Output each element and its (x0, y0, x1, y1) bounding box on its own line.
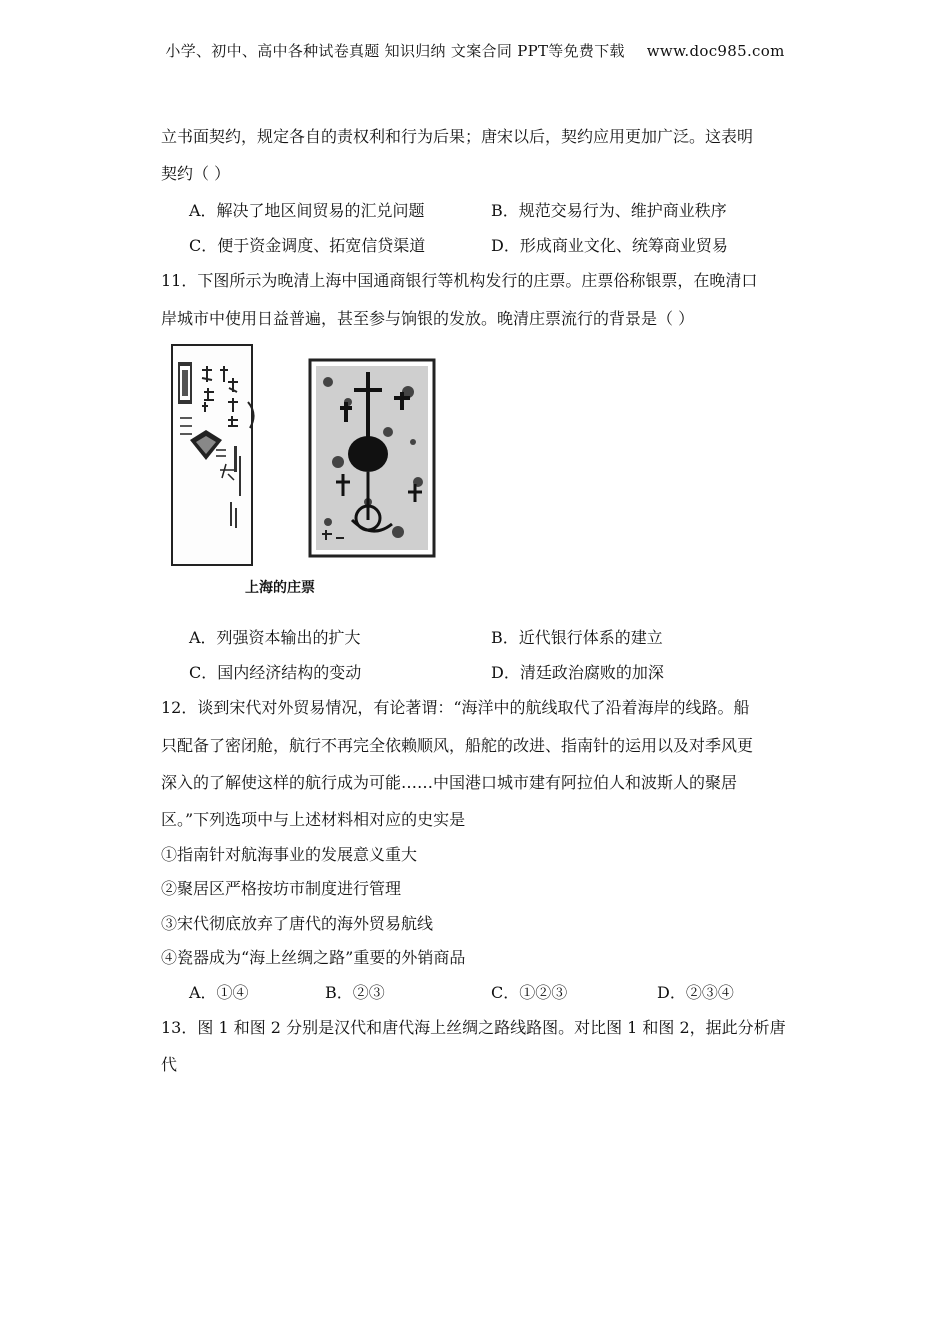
q12-option-c: C．①②③ (491, 983, 568, 1002)
q12-option-d: D．②③④ (657, 983, 734, 1002)
q11-option-c: C．国内经济结构的变动 (189, 663, 362, 682)
q12-item-2: ②聚居区严格按坊市制度进行管理 (161, 879, 402, 898)
q12-option-a: A．①④ (189, 983, 249, 1002)
q10-line-1: 立书面契约，规定各自的责权利和行为后果；唐宋以后，契约应用更加广泛。这表明 (161, 127, 754, 146)
q11-option-a: A．列强资本输出的扩大 (189, 628, 361, 647)
header-url[interactable]: www.doc985.com (646, 42, 785, 60)
q12-line-3: 深入的了解使这样的航行成为可能……中国港口城市建有阿拉伯人和波斯人的聚居 (161, 773, 738, 792)
q11-option-b: B．近代银行体系的建立 (491, 628, 663, 647)
banknote-right (310, 360, 434, 556)
q10-line-2: 契约（ ） (161, 164, 231, 183)
q12-item-4: ④瓷器成为“海上丝绸之路”重要的外销商品 (161, 948, 466, 967)
q10-option-b: B．规范交易行为、维护商业秩序 (491, 201, 727, 220)
q13-line-2: 代 (161, 1055, 178, 1074)
zhuangpiao-images (168, 342, 448, 604)
q12-option-b: B．②③ (325, 983, 385, 1002)
q11-option-d: D．清廷政治腐败的加深 (491, 663, 664, 682)
q13-line-1: 13．图 1 和图 2 分别是汉代和唐代海上丝绸之路线路图。对比图 1 和图 2，据此分析唐 (161, 1018, 786, 1037)
q12-item-1: ①指南针对航海事业的发展意义重大 (161, 845, 418, 864)
q12-item-3: ③宋代彻底放弃了唐代的海外贸易航线 (161, 914, 434, 933)
page-header (0, 40, 950, 61)
q11-line-2: 岸城市中使用日益普遍，甚至参与饷银的发放。晚清庄票流行的背景是（ ） (161, 309, 695, 328)
header-site-text: 小学、初中、高中各种试卷真题 知识归纳 文案合同 PPT等免费下载 (165, 42, 625, 60)
zhuangpiao-figure (168, 342, 448, 604)
q12-line-1: 12．谈到宋代对外贸易情况，有论著谓：“海洋中的航线取代了沿着海岸的线路。船 (161, 698, 750, 717)
q12-line-4: 区。”下列选项中与上述材料相对应的史实是 (161, 810, 466, 829)
q10-option-c: C．便于资金调度、拓宽信贷渠道 (189, 236, 426, 255)
banknote-left (172, 345, 254, 565)
q10-option-a: A．解决了地区间贸易的汇兑问题 (189, 201, 425, 220)
q11-line-1: 11．下图所示为晚清上海中国通商银行等机构发行的庄票。庄票俗称银票，在晚清口 (161, 271, 758, 290)
figure-caption: 上海的庄票 (245, 580, 315, 596)
q10-option-d: D．形成商业文化、统筹商业贸易 (491, 236, 728, 255)
q12-line-2: 只配备了密闭舱，航行不再完全依赖顺风，船舵的改进、指南针的运用以及对季风更 (161, 736, 754, 755)
